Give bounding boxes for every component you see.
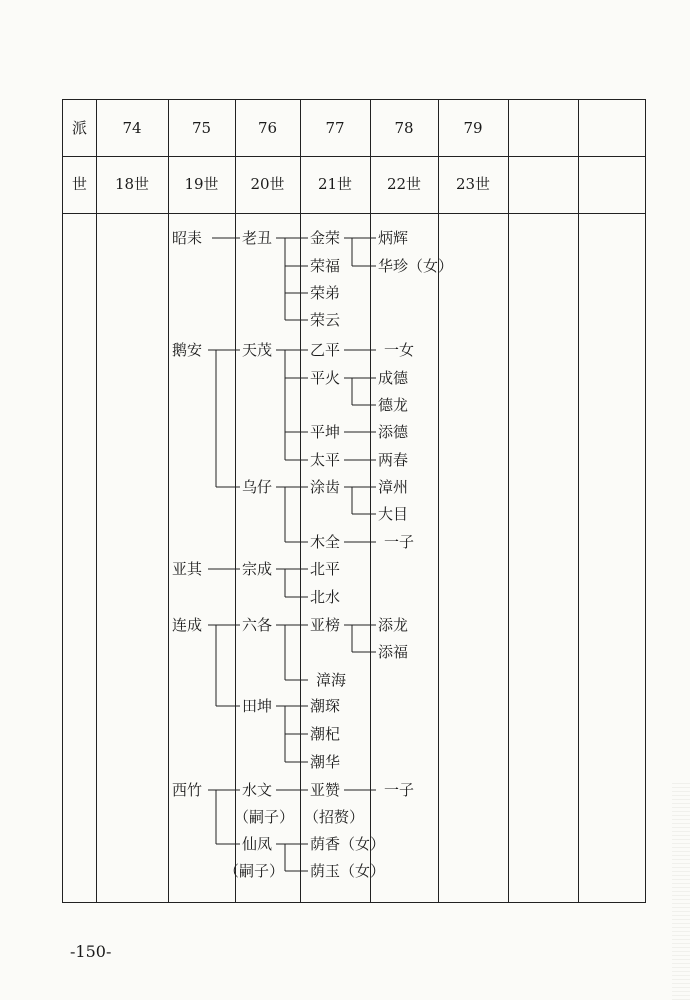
person-yabang: 亚榜 (310, 616, 341, 634)
person-rongdi: 荣弟 (310, 284, 341, 302)
generation-21: 21世 (317, 175, 353, 193)
person-liangchun: 两春 (378, 451, 409, 469)
person-beiping: 北平 (310, 560, 341, 578)
person-xianfeng: 仙凤 (242, 835, 273, 853)
person-zhangzhou: 漳州 (378, 478, 409, 496)
generation-22: 22世 (386, 175, 422, 193)
person-tiande: 添德 (378, 423, 409, 441)
person-yizi-1: 一子 (384, 533, 415, 551)
note-sizi-1: （嗣子） (234, 808, 295, 826)
person-yinyu: 荫玉（女） (310, 862, 386, 880)
person-chaoqi: 潮杞 (310, 725, 341, 743)
person-xizhu: 西竹 (172, 781, 203, 799)
person-huazhen: 华珍（女） (378, 257, 454, 275)
person-binghui: 炳辉 (378, 229, 409, 247)
person-tianmao: 天茂 (242, 341, 273, 359)
note-sizi-2: （嗣子） (224, 862, 285, 880)
person-rongfu: 荣福 (310, 257, 341, 275)
generation-20: 20世 (250, 175, 285, 193)
person-tiankun: 田坤 (242, 697, 273, 715)
person-delong: 德龙 (378, 396, 409, 414)
branch-74: 74 (122, 119, 142, 137)
branch-75: 75 (191, 119, 212, 137)
person-ean: 鹅安 (172, 341, 203, 359)
generation-23: 23世 (455, 175, 491, 193)
person-muquan: 木全 (310, 533, 341, 551)
person-zhaolai: 昭耒 (172, 229, 203, 247)
person-yinu: 一女 (384, 341, 415, 359)
person-yinxiang: 荫香（女） (310, 835, 386, 853)
generation-header-label: 世 (71, 175, 87, 193)
scan-edge-artifact (672, 780, 690, 1000)
branch-79: 79 (463, 119, 483, 137)
branch-78: 78 (394, 119, 414, 137)
person-tuchi: 涂齿 (310, 478, 341, 496)
branch-77: 77 (325, 119, 345, 137)
person-damu: 大目 (378, 505, 409, 523)
person-yizi-2: 一子 (384, 781, 415, 799)
person-laochou: 老丑 (242, 229, 273, 247)
person-liancheng: 连成 (172, 616, 203, 634)
person-shuiwen: 水文 (242, 781, 273, 799)
person-zongcheng: 宗成 (242, 560, 273, 578)
page-number: -150- (70, 942, 112, 961)
person-liuge: 六各 (242, 616, 273, 634)
person-beishui: 北水 (310, 588, 341, 606)
person-jinrong: 金荣 (310, 229, 341, 247)
person-zhanghai: 漳海 (316, 671, 347, 689)
person-tianfu: 添福 (378, 643, 409, 661)
person-rongyun: 荣云 (310, 311, 341, 329)
generation-19: 19世 (184, 175, 219, 193)
branch-76: 76 (257, 119, 278, 137)
person-chaochen: 潮琛 (310, 697, 341, 715)
person-wuzai: 乌仔 (242, 478, 273, 496)
person-pingkun: 平坤 (310, 423, 341, 441)
branch-header-label: 派 (71, 119, 87, 137)
note-zhaozhui: （招赘） (304, 808, 365, 826)
person-chaohua: 潮华 (310, 753, 341, 771)
person-yiping: 乙平 (310, 341, 341, 359)
person-chengde: 成德 (378, 369, 409, 387)
person-tianlong: 添龙 (378, 616, 409, 634)
generation-18: 18世 (114, 175, 150, 193)
person-taiping: 太平 (310, 451, 341, 469)
person-yazan: 亚赞 (310, 781, 341, 799)
person-pinghuo: 平火 (310, 369, 341, 387)
person-yaqi: 亚其 (172, 560, 203, 578)
